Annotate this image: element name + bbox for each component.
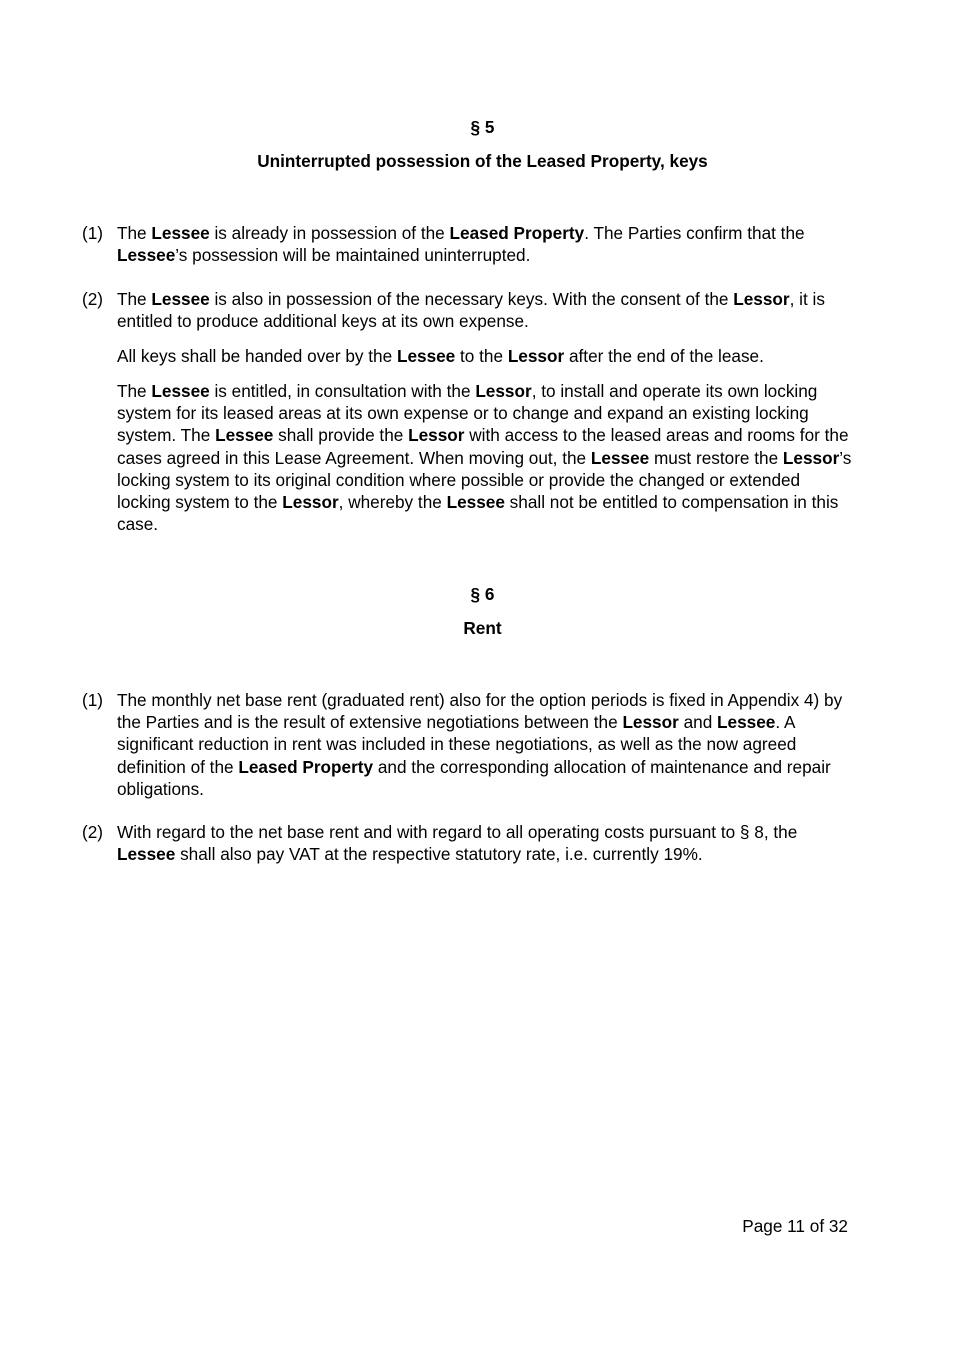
section-6-item-2 (82, 821, 852, 865)
defined-term: Lessee (117, 844, 176, 865)
defined-term: Lessor (622, 712, 679, 733)
item-text: With regard to the net base rent and with regard to all operating costs pursuant to § 8, the Lessee shall also pay VAT at the respective statutory rate, i.e. currently 19%. (117, 822, 798, 865)
item-text: The Lessee is already in possession of the Leased Property. The Parties confirm that the Lessee’s possession will be maintained uninterrupted. (117, 223, 805, 266)
defined-term: Lessor (733, 289, 790, 309)
section-5-item-1 (82, 222, 852, 266)
defined-term: Lessee (717, 712, 776, 733)
defined-term: Lessee (151, 289, 210, 309)
section-5-paragraph-locking-system: The Lessee is entitled, in consultation with the Lessor, to install and operate its own locking system for its leased areas at its own expense or to change and expand an existing locking system. The Lessee shall provide the Lessor with access to the leased areas and rooms for the cases agreed in this Lease Agreement. When moving out, the Lessee must restore the Lessor’s locking system to its original condition where possible or provide the changed or extended locking system to the Lessor, whereby the Lessee shall not be entitled to compensation in this case. (117, 381, 852, 535)
defined-term: Lessor (475, 381, 532, 401)
defined-term: Lessor (782, 447, 840, 468)
item-number: (1) (82, 223, 104, 243)
section-5-number: § 5 (470, 117, 495, 137)
section-5-title: Uninterrupted possession of the Leased Property, keys (257, 151, 708, 171)
section-6-number: § 6 (470, 584, 495, 604)
defined-term: Lessee (446, 492, 505, 513)
defined-term: Lessee (396, 346, 456, 366)
section-6-title: Rent (463, 618, 502, 638)
item-number: (2) (82, 822, 104, 842)
page-number: Page 11 of 32 (742, 1216, 848, 1236)
section-6-item-1 (82, 689, 852, 800)
defined-term: Leased Property (238, 756, 374, 777)
defined-term: Lessor (408, 425, 465, 446)
section-5-paragraph-keys-return: All keys shall be handed over by the Lessee to the Lessor after the end of the lease. (117, 346, 764, 366)
defined-term: Leased Property (449, 223, 585, 243)
item-text: The monthly net base rent (graduated rent) also for the option periods is fixed in Appendix 4) by the Parties and is the result of extensive negotiations between the Lessor and Lessee. A significant reduction in rent was included in these negotiations, as well as the now agreed definition of the Leased Property and the corresponding allocation of maintenance and repair obligations. (117, 690, 843, 799)
item-number: (2) (82, 289, 104, 309)
defined-term: Lessor (282, 492, 339, 513)
defined-term: Lessee (215, 425, 274, 446)
item-text: The Lessee is also in possession of the necessary keys. With the consent of the Lessor, it is entitled to produce additional keys at its own expense. (117, 289, 825, 332)
defined-term: Lessee (151, 223, 210, 243)
defined-term: Lessor (507, 346, 565, 366)
item-number: (1) (82, 690, 104, 710)
defined-term: Lessee (590, 447, 650, 468)
defined-term: Lessee (117, 245, 176, 266)
section-5-item-2 (82, 288, 852, 332)
defined-term: Lessee (151, 381, 210, 401)
